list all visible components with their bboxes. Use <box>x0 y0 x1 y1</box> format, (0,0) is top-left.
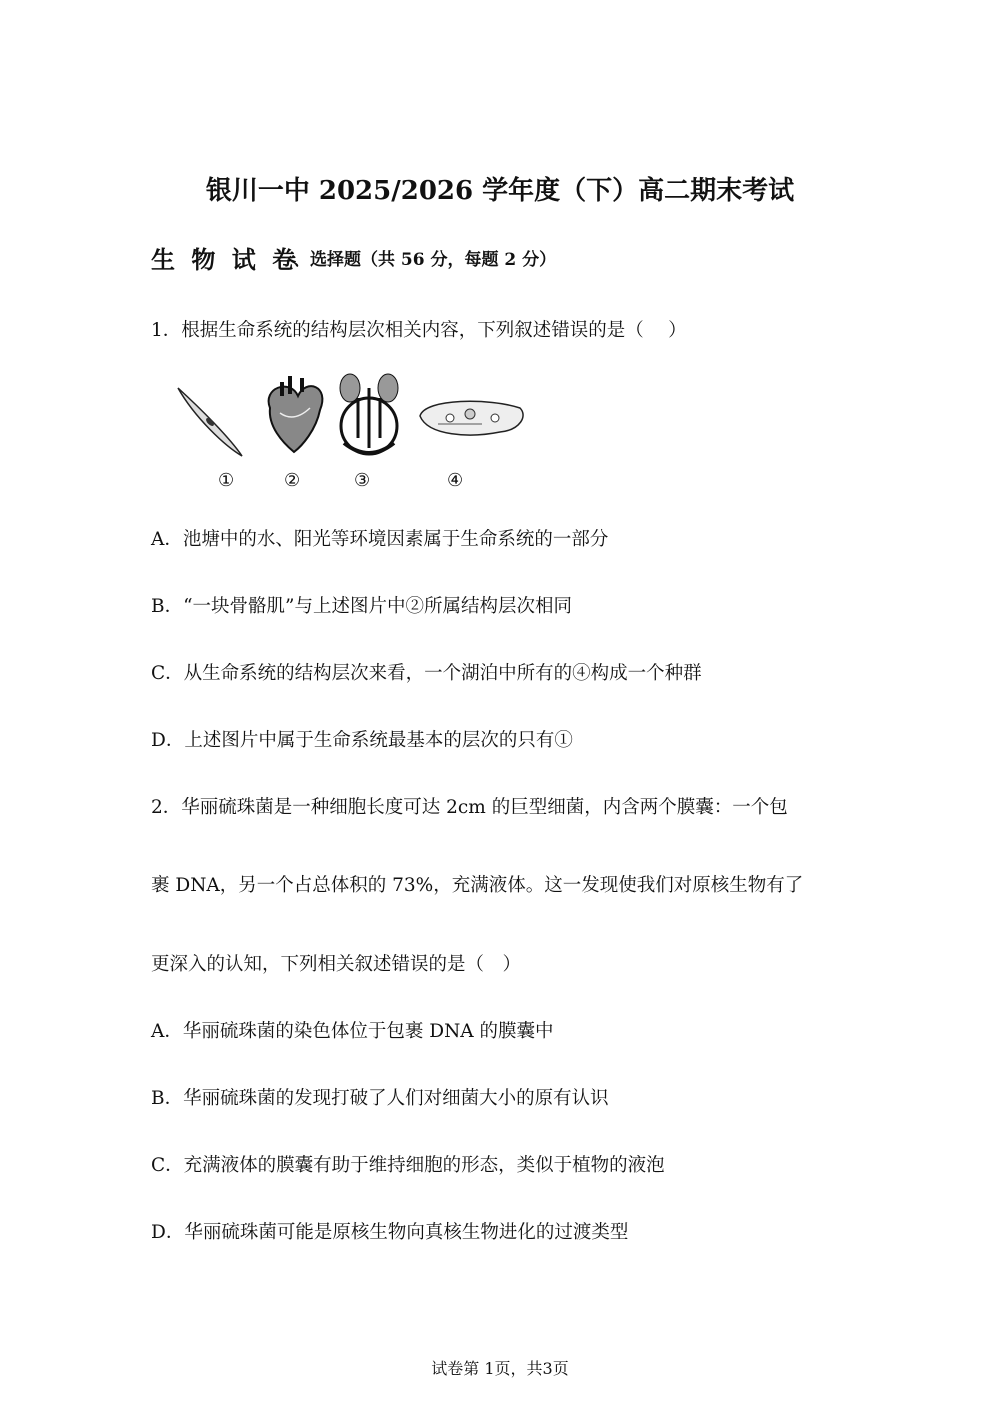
question-2-option-b: B．华丽硫珠菌的发现打破了人们对细菌大小的原有认识 <box>151 1088 609 1109</box>
question-2-option-a: A．华丽硫珠菌的染色体位于包裹 DNA 的膜囊中 <box>151 1021 554 1042</box>
question-1-option-a: A．池塘中的水、阳光等环境因素属于生命系统的一部分 <box>151 529 609 550</box>
question-1-option-b: B．“一块骨骼肌”与上述图片中②所属结构层次相同 <box>151 596 573 617</box>
figure-label-4: ④ <box>447 470 464 491</box>
question-1-option-c: C．从生命系统的结构层次来看，一个湖泊中所有的④构成一个种群 <box>151 663 702 684</box>
question-2-option-d: D．华丽硫珠菌可能是原核生物向真核生物进化的过渡类型 <box>151 1222 629 1243</box>
figure-label-2: ② <box>284 470 301 491</box>
question-2-stem-line-1: 2．华丽硫珠菌是一种细胞长度可达 2cm 的巨型细菌，内含两个膜囊：一个包 <box>151 797 788 818</box>
paramecium-icon <box>420 401 523 435</box>
question-2-stem-line-3: 更深入的认知，下列相关叙述错误的是（ ） <box>151 954 522 975</box>
question-1-option-d: D．上述图片中属于生命系统最基本的层次的只有① <box>151 730 573 751</box>
muscle-cell-icon <box>178 388 242 456</box>
figure-label-1: ① <box>218 470 235 491</box>
figure-label-3: ③ <box>354 470 371 491</box>
question-2-stem-line-2: 裹 DNA，另一个占总体积的 73%，充满液体。这一发现使我们对原核生物有了 <box>151 875 804 896</box>
circulatory-system-icon <box>340 374 398 454</box>
page-footer: 试卷第 1页，共3页 <box>431 1359 569 1378</box>
heart-icon <box>269 376 323 452</box>
page-title: 银川一中 2025/2026 学年度（下）高二期末考试 <box>205 176 795 206</box>
question-1-stem: 1．根据生命系统的结构层次相关内容，下列叙述错误的是（ ） <box>151 320 687 341</box>
subject-title: 生 物 试 卷 <box>151 245 301 274</box>
question-2-option-c: C．充满液体的膜囊有助于维持细胞的形态，类似于植物的液泡 <box>151 1155 665 1176</box>
section-heading: 一、选择题（共 56 分，每题 2 分） <box>276 250 557 270</box>
question-1-figure <box>170 368 530 498</box>
